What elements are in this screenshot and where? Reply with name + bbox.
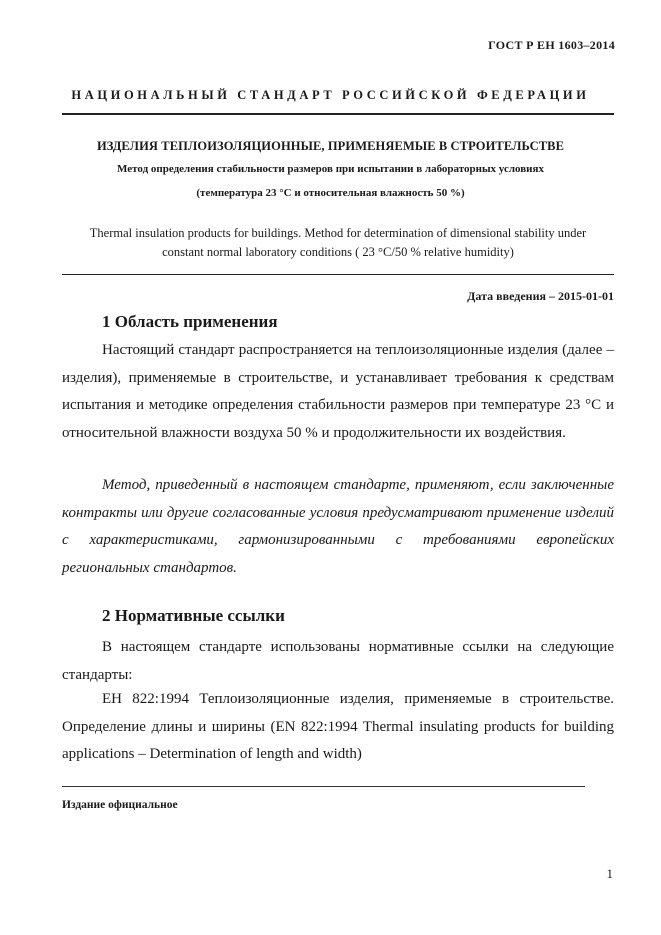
standard-code: ГОСТ Р ЕН 1603–2014 [488,38,615,52]
introduction-date: Дата введения – 2015-01-01 [467,289,614,303]
document-title: ИЗДЕЛИЯ ТЕПЛОИЗОЛЯЦИОННЫЕ, ПРИМЕНЯЕМЫЕ В СТРОИТЕЛЬСТВЕ [96,139,565,153]
page-number: 1 [606,866,613,881]
national-standard-heading: НАЦИОНАЛЬНЫЙ СТАНДАРТ РОССИЙСКОЙ ФЕДЕРАЦИИ [71,88,590,102]
english-title-line1: Thermal insulation products for buildings. Method for determination of dimensional stability under [89,226,587,240]
document-subtitle-line2: (температура 23 °С и относительная влажность 50 %) [196,187,465,199]
section-2-paragraph-2: ЕН 822:1994 Теплоизоляционные изделия, применяемые в строительстве. Определение длины и ширины (EN 822:1994 Thermal insulating products for building applications – Determination of length and width) [62,691,614,762]
footnote-divider [62,786,585,787]
title-divider [62,274,614,275]
section-2-heading: 2 Нормативные ссылки [102,606,285,625]
document-subtitle-line1: Метод определения стабильности размеров при испытании в лабораторных условиях [117,163,544,175]
header-divider [62,113,614,115]
section-2-paragraph-1: В настоящем стандарте использованы нормативные ссылки на следующие стандарты: [62,639,614,683]
section-1-paragraph-1: Настоящий стандарт распространяется на теплоизоляционные изделия (далее – изделия), применяемые в строительстве, и устанавливает требования к средствам испытания и методике определения стабильности размеров при температуре 23 °С и относительной влажности воздуха 50 % и продолжительности их воздействия. [62,342,614,441]
english-title-line2: constant normal laboratory conditions ( 23 °C/50 % relative humidity) [162,245,514,259]
section-1-heading: 1 Область применения [102,312,278,331]
official-edition-label: Издание официальное [62,799,178,811]
section-1-paragraph-2: Метод, приведенный в настоящем стандарте, применяют, если заключенные контракты или другие согласованные условия предусматривают применение изделий с характеристиками, гармонизированными с требованиями европейских региональных стандартов. [62,477,614,576]
